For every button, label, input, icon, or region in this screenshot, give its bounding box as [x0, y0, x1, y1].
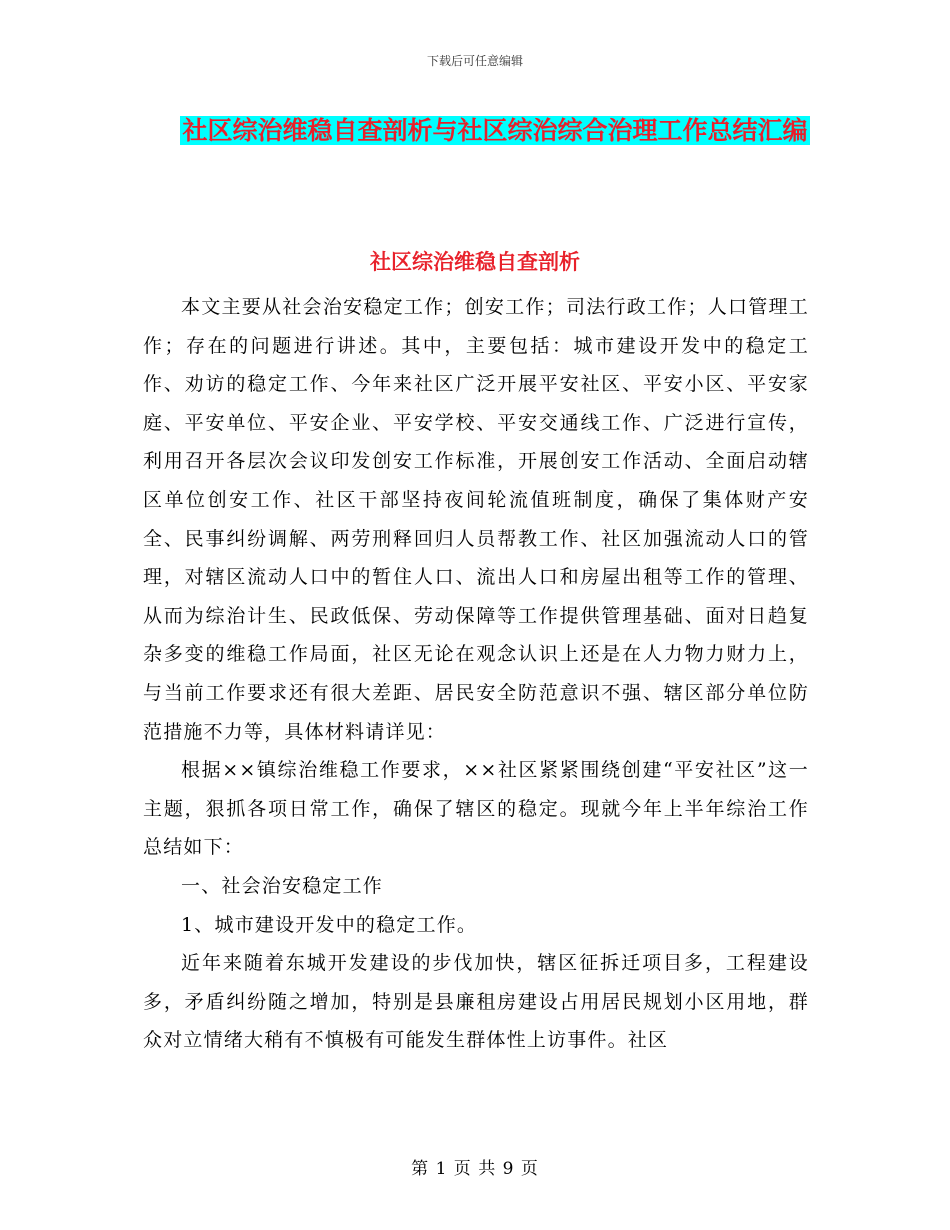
- paragraph: 本文主要从社会治安稳定工作；创安工作；司法行政工作；人口管理工作；存在的问题进行讲述。其中，主要包括：城市建设开发中的稳定工作、劝访的稳定工作、今年来社区广泛开展平安社区、平安小区、平安家庭、平安单位、平安企业、平安学校、平安交通线工作、广泛进行宣传，利用召开各层次会议印发创安工作标准，开展创安工作活动、全面启动辖区单位创安工作、社区干部坚持夜间轮流值班制度，确保了集体财产安全、民事纠纷调解、两劳刑释回归人员帮教工作、社区加强流动人口的管理，对辖区流动人口中的暂住人口、流出人口和房屋出租等工作的管理、从而为综治计生、民政低保、劳动保障等工作提供管理基础、面对日趋复杂多变的维稳工作局面，社区无论在观念认识上还是在人力物力财力上，与当前工作要求还有很大差距、居民安全防范意识不强、辖区部分单位防范措施不力等，具体材料请详见：: [143, 296, 809, 743]
- paragraph-heading: 一、社会治安稳定工作: [181, 874, 384, 897]
- paragraph-subheading: 1、城市建设开发中的稳定工作。: [181, 913, 478, 936]
- page-header: 下载后可任意编辑: [426, 54, 523, 68]
- document-title: [150, 108, 840, 154]
- section-title: 社区综治维稳自查剖析: [370, 250, 580, 274]
- document-body: [143, 288, 809, 1060]
- document-title-text: 社区综治维稳自查剖析与社区综治综合治理工作总结汇编: [182, 116, 808, 145]
- page-footer: 第 1 页 共 9 页: [411, 1159, 539, 1179]
- paragraph: 近年来随着东城开发建设的步伐加快，辖区征拆迁项目多，工程建设多，矛盾纠纷随之增加，特别是县廉租房建设占用居民规划小区用地，群众对立情绪大稍有不慎极有可能发生群体性上访事件。社区: [143, 952, 809, 1052]
- paragraph: 根据××镇综治维稳工作要求，××社区紧紧围绕创建“平安社区”这一主题，狠抓各项日常工作，确保了辖区的稳定。现就今年上半年综治工作总结如下：: [143, 759, 809, 859]
